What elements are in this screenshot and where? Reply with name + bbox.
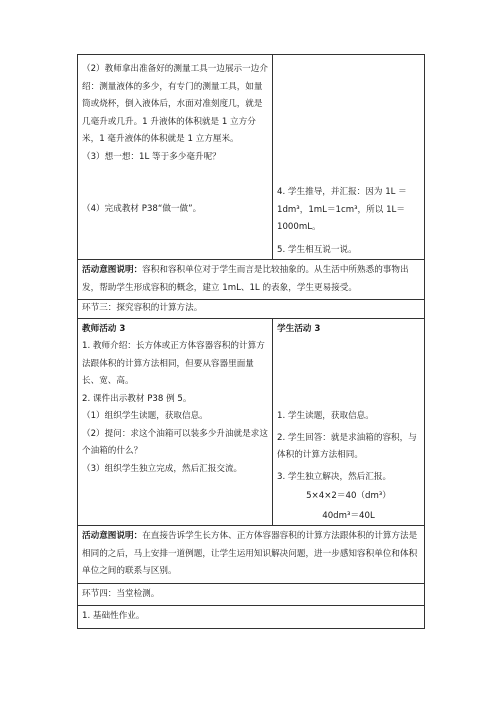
intent-label: 活动意图说明： [82,265,143,275]
teacher-item-1: 1. 教师介绍：长方体或正方体容器容积的计算方法跟体积的计算方法相同，但要从容器里面量长、宽、高。 [82,341,265,386]
intent-row-1 [78,260,425,300]
teacher-activity-3-cell [78,318,273,526]
formula-volume: 5×4×2＝40（dm³） [306,491,391,501]
student-activity-3-heading: 学生活动 3 [277,323,321,334]
teacher-item-5: （3）组织学生独立完成，然后汇报交流。 [82,463,243,474]
teacher-step-3: （3）想一想：1L 等于多少毫升呢？ [82,151,221,162]
teacher-item-2: 2. 课件出示教材 P38 例 5。 [82,393,192,404]
intent-note-1 [78,260,425,300]
activity-row-2 [78,55,425,260]
teacher-activity-cell [78,55,273,260]
step-3-row [78,300,425,319]
intent-label: 活动意图说明： [82,531,143,541]
student-item-1: 1. 学生读题，获取信息。 [277,411,374,421]
intent-text: 在直接告诉学生长方体、正方体容器容积的计算方法跟体积的计算方法是相同的之后，马上安排一道例题，让学生运用知识解决问题，进一步感知容积单位和体积单位之间的联系与区别。 [82,531,418,576]
intent-row-2 [78,526,425,584]
teacher-activity-3-heading: 教师活动 3 [82,323,126,334]
student-item-3: 3. 学生独立解决，然后汇报。 [277,471,392,482]
lesson-plan-table [77,54,424,629]
formula-convert: 40dm³＝40L [322,510,375,521]
intent-note-2 [78,526,425,584]
practice-row [78,606,425,629]
teacher-item-4: （2）提问：求这个油箱可以装多少升油就是求这个油箱的什么？ [82,428,268,456]
teacher-step-2: （2）教师拿出准备好的测量工具一边展示一边介绍：测量液体的多少，有专门的测量工具，如量筒或烧杯，倒入液体后，水面对准刻度几，就是几毫升或几升。1 升液体的体积就是 1 立方分米，1 毫升液体的体积就是 1 立方厘米。 [82,64,268,144]
practice-item: 1. 基础性作业。 [78,606,425,629]
student-activity-cell [273,55,425,260]
step-3-heading: 环节三：探究容积的计算方法。 [78,300,425,319]
activity-row-3 [78,318,425,526]
teacher-step-4: （4）完成教材 P38“做一做”。 [82,204,202,214]
step-4-row [78,583,425,606]
student-item-2: 2. 学生回答：就是求油箱的容积，与体积的计算方法相同。 [277,432,417,460]
step-4-heading: 环节四：当堂检测。 [78,583,425,606]
student-step-5: 5. 学生相互说一说。 [277,244,357,255]
student-step-4: 4. 学生推导，并汇报：因为 1L ＝1dm³，1mL＝1cm³，所以 1L＝1000mL。 [277,187,407,232]
student-activity-3-cell [273,318,425,526]
teacher-item-3: （1）组织学生读题，获取信息。 [82,411,208,421]
intent-text: 容积和容积单位对于学生而言是比较抽象的。从生活中所熟悉的事物出发，帮助学生形成容积的概念，建立 1mL、1L 的表象，学生更易接受。 [82,265,409,293]
